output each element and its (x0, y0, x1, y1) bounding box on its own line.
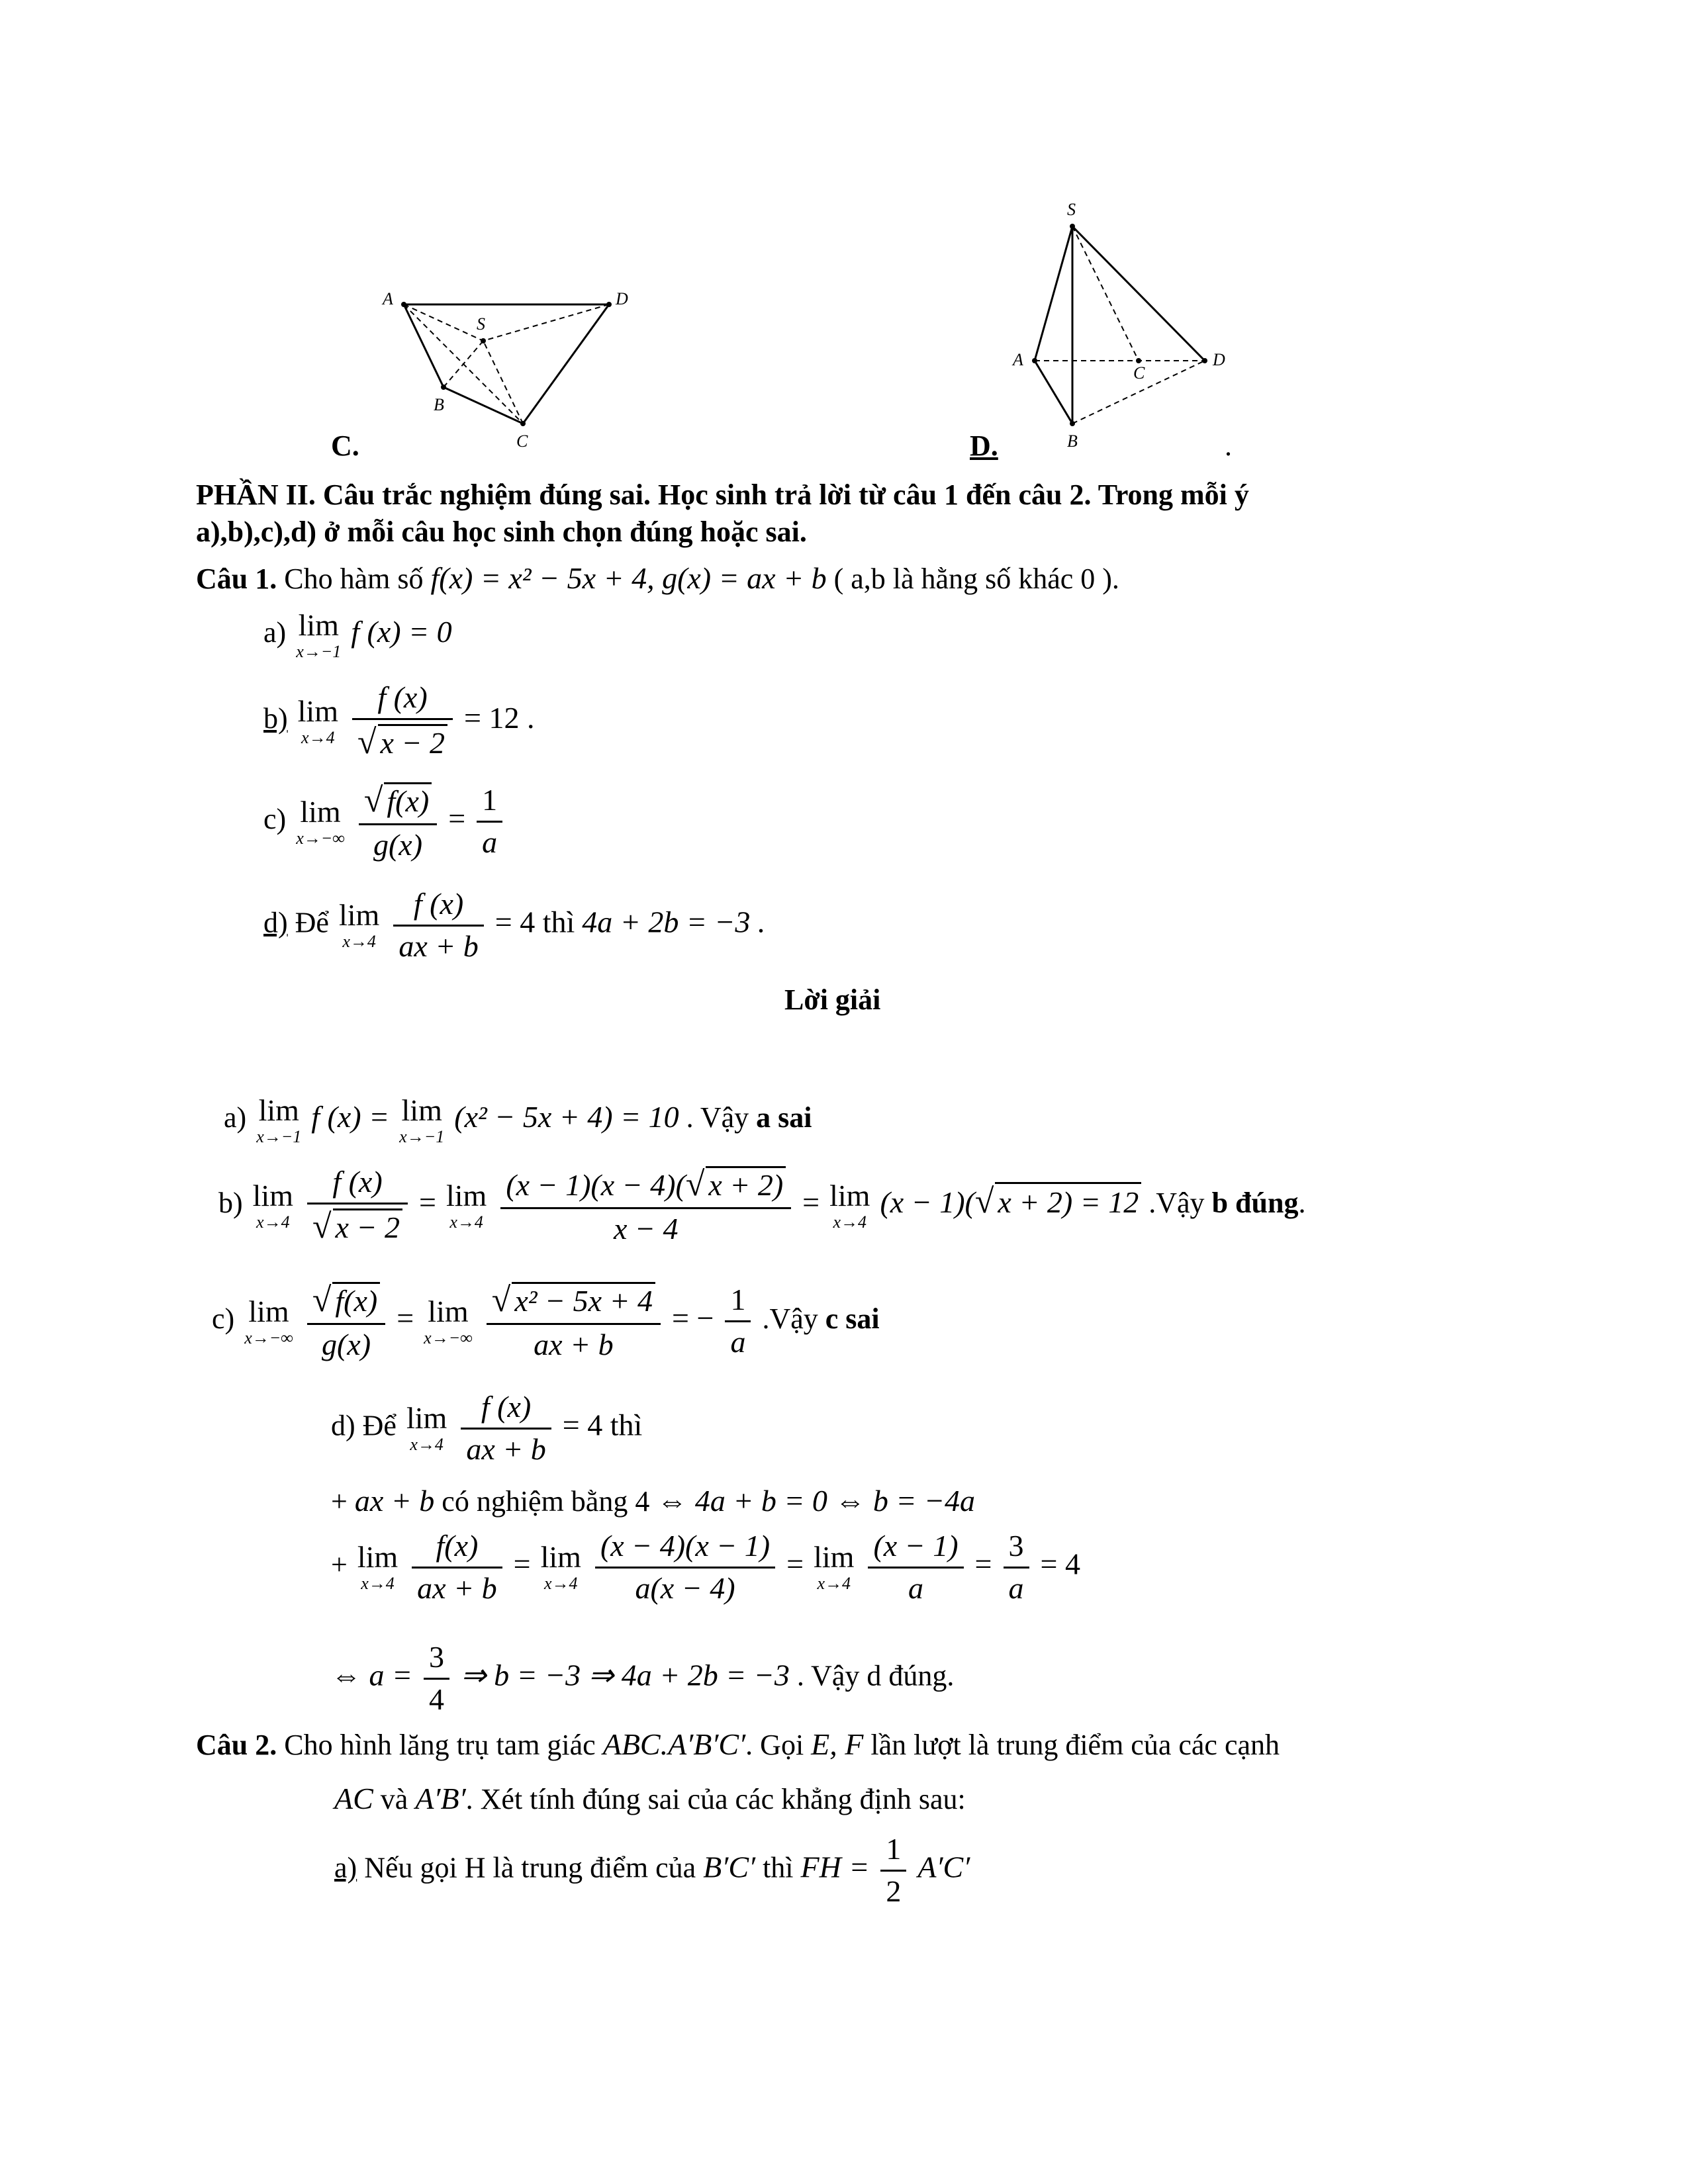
point-s-label: S (477, 314, 485, 334)
point-b-label: B (1067, 432, 1078, 450)
frac-num: (x − 1) (868, 1529, 963, 1569)
lim-sub: x→4 (410, 1435, 444, 1455)
sol-a-expr: f (x) = (311, 1100, 390, 1134)
lim-word: lim (248, 1294, 289, 1328)
question-2-text2: . Gọi (745, 1729, 804, 1761)
question-2-label: Câu 2. (196, 1729, 277, 1761)
frac-num: 3 (424, 1640, 449, 1680)
frac-num: 1 (725, 1283, 751, 1322)
question-2-ab: A′B′ (415, 1782, 466, 1815)
frac-num: 3 (1004, 1529, 1029, 1569)
lim-word: lim (428, 1294, 469, 1328)
frac-num: (x − 4)(x − 1) (595, 1529, 775, 1569)
question-2-ac: AC (334, 1782, 373, 1815)
frac-den: a (908, 1570, 923, 1605)
lim-sub: x→−∞ (244, 1328, 293, 1347)
frac-den: g(x) (373, 827, 423, 862)
section-heading-line1: PHẦN II. Câu trắc nghiệm đúng sai. Học sinh trả lời từ câu 1 đến câu 2. Trong mỗi ý (196, 478, 1249, 511)
solution-title: Lời giải (784, 983, 881, 1016)
sol-a-verdict: a sai (756, 1101, 812, 1134)
stray-dot: . (1225, 430, 1232, 462)
question-1-functions: f(x) = x² − 5x + 4, g(x) = ax + b (430, 561, 827, 595)
frac-num: f(x) (412, 1529, 502, 1569)
sol-a-label: a) (224, 1101, 247, 1134)
option-d-label: d) (263, 906, 288, 939)
sol-a-expr2: (x² − 5x + 4) = 10 (454, 1100, 679, 1134)
frac-den: ax + b (399, 929, 479, 963)
question-1-stem (196, 560, 1119, 597)
figure-d (1006, 199, 1258, 450)
point-c-label: C (516, 432, 528, 451)
sol-c-verdict-pre: .Vậy (762, 1302, 818, 1335)
q2-option-a-label: a) (334, 1851, 357, 1884)
frac-den: g(x) (321, 1327, 371, 1361)
section-heading-line2: a),b),c),d) ở mỗi câu học sinh chọn đúng hoặc sai. (196, 516, 807, 548)
lim-sub: x→−1 (256, 1127, 302, 1146)
lim-sub: x→4 (342, 932, 376, 952)
lim-sub: x→−1 (296, 642, 342, 661)
question-2-va: và (380, 1783, 408, 1815)
frac-num: 1 (880, 1832, 906, 1872)
frac-den: ax + b (417, 1570, 497, 1605)
frac-den: x − 2 (333, 1208, 402, 1246)
frac-num-part: (x − 1)(x − 4)( (506, 1168, 686, 1202)
solution-d-line1 (331, 1390, 642, 1467)
equals: = (448, 801, 466, 835)
lim-sub: x→4 (256, 1212, 290, 1232)
sol-c-verdict: c sai (825, 1302, 880, 1335)
frac-num: x² − 5x + 4 (512, 1282, 655, 1319)
option-d-mid: = 4 thì (494, 905, 575, 939)
solution-a (224, 1095, 812, 1146)
plus-marker: + (331, 1485, 348, 1518)
question-2-option-a (334, 1832, 970, 1909)
frac-num: f (x) (307, 1165, 408, 1205)
frac-den: a(x − 4) (635, 1570, 735, 1605)
sol-c-label: c) (212, 1302, 235, 1335)
solution-b: b) lim x→4 $\frac{f (x)}{√ x - 2}$ = lim x→4 $\frac{(x - 1)(x - 4)(√ x + 2)}{x - 4}$ = lim x→4 (x − 1)(√ x + 2) = 12 .Vậy b đúng. (218, 1165, 1306, 1246)
lim-sub: x→−∞ (296, 828, 345, 848)
plus-marker: + (331, 1548, 348, 1581)
q1-option-c: c) lim x→−∞ $\frac{√ f(x)}{g(x)}$ = $\frac{1}{a}$ (263, 781, 506, 863)
point-b-label: B (434, 395, 444, 414)
frac-num-part: x + 2) (706, 1166, 786, 1203)
option-b-rhs: = 12 . (464, 700, 535, 735)
frac-den: a (482, 825, 498, 860)
option-c-label: c) (263, 802, 287, 835)
lim-word: lim (252, 1178, 293, 1212)
point-a-label: A (383, 289, 393, 308)
point-s-label: S (1067, 200, 1076, 219)
sol-b-rexpr: (x − 1)( (880, 1185, 975, 1219)
q2-option-a-text: Nếu gọi H là trung điểm của (364, 1851, 696, 1884)
pyramid-figure-c (371, 285, 649, 457)
sol-b-label: b) (218, 1186, 243, 1219)
sol-d-line4-b: ⇒ b = −3 ⇒ 4a + 2b = −3 (461, 1658, 790, 1692)
solution-d-line3: + lim x→4 $\frac{f(x)}{ax + b}$ = lim x→4 $\frac{(x - 4)(x - 1)}{a(x - 4)}$ = lim x→4 $\frac{(x - 1)}{a}$ = $\frac{3}{a}$ = 4 (331, 1529, 1080, 1605)
question-1-label: Câu 1. (196, 563, 277, 595)
point-c-label: C (1133, 363, 1145, 383)
question-1-intro: Cho hàm số (284, 563, 424, 595)
lim-word: lim (298, 608, 339, 642)
frac-num: f(x) (384, 782, 432, 819)
figure-d-letter: D. (970, 430, 998, 462)
q1-option-d (263, 887, 765, 964)
figure-c-letter: C. (331, 430, 359, 462)
q2-option-a-fh: FH = (800, 1850, 870, 1884)
question-1-condition: ( a,b là hằng số khác 0 ). (833, 563, 1119, 595)
frac-den: ax + b (466, 1432, 546, 1466)
sol-a-verdict-pre: . Vậy (686, 1101, 749, 1134)
sol-b-end: . (1298, 1186, 1306, 1219)
lim-sub: x→4 (543, 1574, 578, 1594)
pyramid-figure-d (1006, 199, 1258, 450)
lim-sub: x→4 (361, 1574, 395, 1594)
sol-d-line3-end: = 4 (1040, 1547, 1080, 1581)
lim-sub: x→4 (817, 1574, 851, 1594)
lim-word: lim (338, 898, 380, 933)
frac-den: 4 (429, 1682, 445, 1716)
q1-option-a (263, 610, 452, 660)
lim-sub: x→−1 (399, 1127, 445, 1146)
frac-num: 1 (477, 783, 502, 823)
sol-d-line4-a: ⇔ a = (331, 1658, 413, 1692)
sol-d-line2-expr: ax + b (354, 1484, 435, 1518)
lim-word: lim (300, 794, 341, 829)
lim-word: lim (829, 1178, 870, 1212)
q2-option-a-thi: thì (763, 1851, 794, 1884)
option-b-label: b) (263, 702, 288, 735)
point-a-label: A (1013, 350, 1023, 369)
question-2-prism: ABC.A′B′C′ (602, 1727, 746, 1761)
option-a-expr: f (x) = 0 (351, 615, 452, 649)
question-2-line2 (334, 1780, 966, 1817)
lim-word: lim (406, 1401, 447, 1435)
sol-d-line2-text: có nghiệm bằng 4 (442, 1485, 650, 1518)
frac-den: x − 4 (614, 1211, 679, 1246)
sol-d-label: d) Để (331, 1409, 397, 1442)
question-2-text4: . Xét tính đúng sai của các khẳng định sau: (465, 1783, 966, 1815)
sol-d-line4-end: . Vậy d đúng. (796, 1659, 955, 1692)
sol-d-mid: = 4 thì (562, 1408, 643, 1442)
frac-num: f (x) (352, 680, 453, 720)
lim-word: lim (357, 1540, 399, 1574)
lim-sub: x→−∞ (424, 1328, 473, 1347)
q2-option-a-bc: B′C′ (703, 1850, 756, 1884)
frac-den: a (1008, 1570, 1024, 1605)
option-a-label: a) (263, 616, 287, 649)
solution-c: c) lim x→−∞ $\frac{√ f(x)}{g(x)}$ = lim x→−∞ $\frac{\text{√ x² − 5x + 4}}{ax + b}$ = − $\frac{1}{a}$ .Vậy c sai (212, 1281, 880, 1361)
solution-d-line2 (331, 1482, 975, 1520)
lim-word: lim (401, 1093, 442, 1127)
frac-den: a (730, 1325, 746, 1359)
q2-option-a-ac: A′C′ (917, 1850, 970, 1884)
frac-den: ax + b (534, 1327, 614, 1361)
option-d-pre: Để (295, 906, 329, 939)
figure-c (371, 285, 649, 457)
lim-word: lim (814, 1540, 855, 1574)
lim-word: lim (258, 1093, 299, 1127)
question-2-text1: Cho hình lăng trụ tam giác (284, 1729, 596, 1761)
lim-sub: x→4 (449, 1212, 483, 1232)
frac-num: f (x) (461, 1390, 551, 1430)
q1-option-b: b) lim x→4 $\frac{f (x)}{√ x - 2}$ = 12 . (263, 680, 535, 761)
sol-b-verdict-pre: .Vậy (1149, 1186, 1205, 1219)
sol-d-line2-math: ⇔ 4a + b = 0 ⇔ b = −4a (657, 1484, 976, 1518)
solution-d-line4 (331, 1640, 954, 1717)
lim-word: lim (297, 694, 338, 728)
frac-den: x − 2 (378, 724, 447, 761)
question-2-text3: lần lượt là trung điểm của các cạnh (870, 1729, 1280, 1761)
lim-word: lim (445, 1178, 487, 1212)
sol-b-rexpr2: x + 2) = 12 (995, 1182, 1141, 1220)
question-2-line1 (196, 1726, 1280, 1763)
sol-b-verdict: b đúng (1211, 1186, 1299, 1219)
equals: = − (672, 1300, 714, 1335)
point-d-label: D (1213, 350, 1225, 369)
frac-den: 2 (886, 1874, 902, 1908)
frac-num: f (x) (393, 887, 483, 927)
question-2-ef: E, F (811, 1727, 864, 1761)
point-d-label: D (616, 289, 628, 308)
option-d-rhs: 4a + 2b = −3 . (582, 905, 766, 939)
lim-word: lim (540, 1540, 581, 1574)
lim-sub: x→4 (833, 1212, 867, 1232)
frac-num: f(x) (332, 1282, 380, 1319)
lim-sub: x→4 (301, 727, 335, 747)
